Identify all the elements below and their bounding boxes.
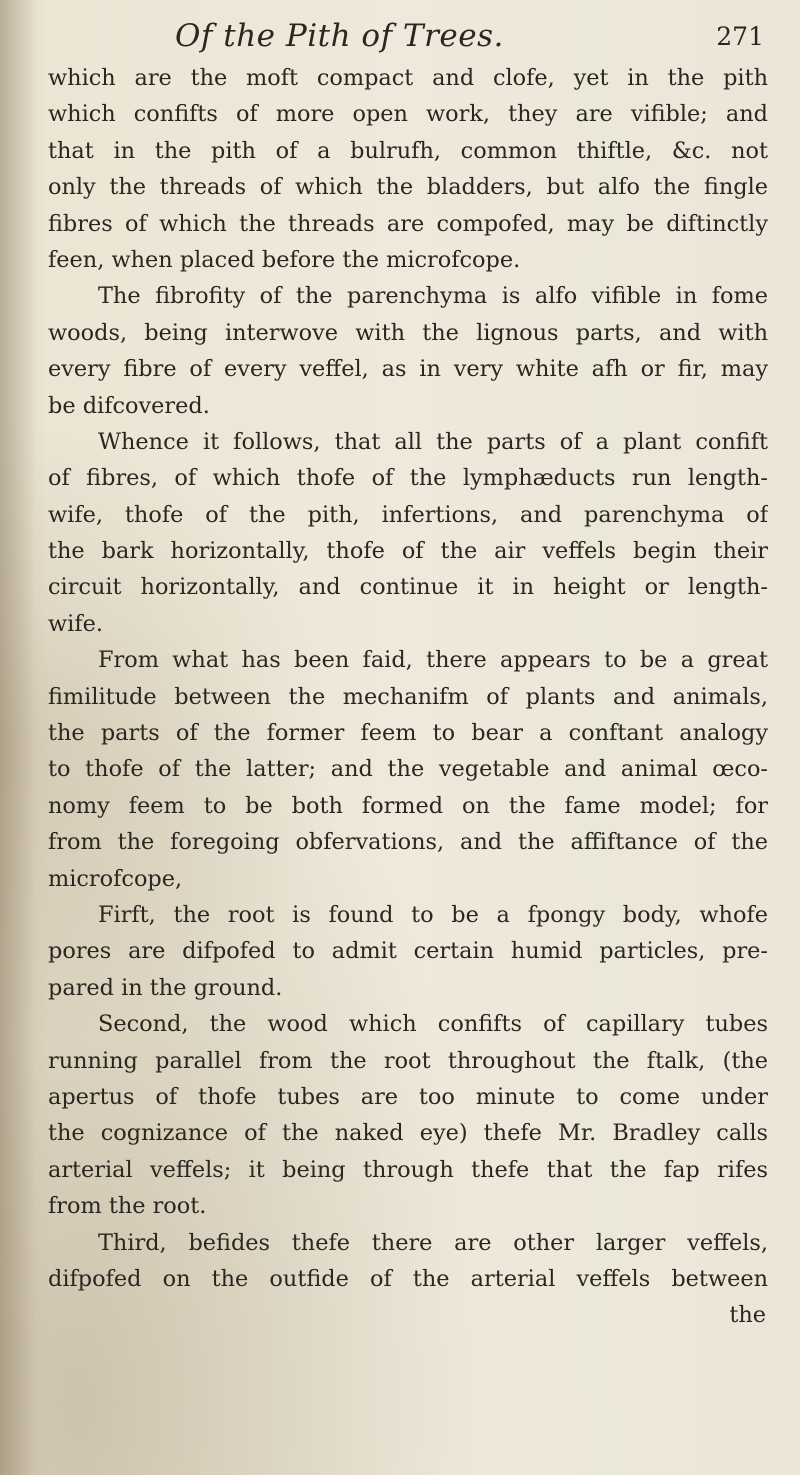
text-line: Third, befides thefe there are other larger veffels, bbox=[98, 1229, 768, 1256]
text-line: pores are difpofed to admit certain humid particles, pre- bbox=[48, 938, 768, 965]
text-line: the cognizance of the naked eye) thefe Mr. Bradley calls bbox=[48, 1120, 768, 1147]
text-line: from the root. bbox=[48, 1193, 207, 1220]
text-line: Whence it follows, that all the parts of a plant confift bbox=[98, 428, 768, 455]
text-line: nomy feem to be both formed on the fame model; for bbox=[48, 792, 768, 819]
text-line: every fibre of every veffel, as in very white afh or fir, may bbox=[48, 356, 768, 383]
text-line: be difcovered. bbox=[48, 392, 210, 419]
text-line: fimilitude between the mechanifm of plants and animals, bbox=[48, 683, 768, 710]
text-line: to thofe of the latter; and the vegetable and animal œco- bbox=[48, 756, 768, 783]
text-line: the bbox=[729, 1302, 766, 1329]
text-line: Second, the wood which confifts of capillary tubes bbox=[98, 1011, 768, 1038]
page-number: 271 bbox=[716, 22, 764, 51]
text-line: Firft, the root is found to be a fpongy body, whofe bbox=[98, 901, 768, 928]
text-line: fibres of which the threads are compofed, may be diftinctly bbox=[48, 210, 768, 237]
text-line: The fibrofity of the parenchyma is alfo vifible in fome bbox=[98, 283, 768, 310]
text-line: which are the moft compact and clofe, yet in the pith bbox=[48, 65, 768, 91]
text-line: difpofed on the outfide of the arterial veffels between bbox=[48, 1265, 768, 1292]
running-title: Of the Pith of Trees. bbox=[175, 18, 504, 54]
text-line: wife. bbox=[48, 610, 103, 637]
text-line: From what has been faid, there appears to be a great bbox=[98, 647, 768, 674]
text-line: the bark horizontally, thofe of the air veffels begin their bbox=[48, 538, 768, 565]
text-line: the parts of the former feem to bear a conftant analogy bbox=[48, 720, 768, 747]
text-line: wife, thofe of the pith, infertions, and parenchyma of bbox=[48, 501, 768, 528]
text-line: apertus of thofe tubes are too minute to come under bbox=[48, 1083, 768, 1110]
page-gutter-shadow bbox=[0, 0, 36, 1475]
body-text bbox=[48, 60, 768, 1334]
text-line: running parallel from the root throughout the ftalk, (the bbox=[48, 1047, 768, 1074]
text-line: that in the pith of a bulrufh, common thiftle, &c. not bbox=[48, 137, 768, 164]
text-line: circuit horizontally, and continue it in height or length- bbox=[48, 574, 768, 601]
page-header bbox=[175, 16, 770, 60]
text-line: pared in the ground. bbox=[48, 974, 283, 1001]
text-line: woods, being interwove with the lignous parts, and with bbox=[48, 319, 768, 346]
text-line: which confifts of more open work, they are vifible; and bbox=[48, 101, 768, 128]
text-line: microfcope, bbox=[48, 865, 183, 892]
text-line: feen, when placed before the microfcope. bbox=[48, 246, 521, 273]
text-line: of fibres, of which thofe of the lymphæducts run length- bbox=[48, 465, 768, 492]
text-line: only the threads of which the bladders, but alfo the fingle bbox=[48, 174, 768, 201]
text-line: arterial veffels; it being through thefe that the fap rifes bbox=[48, 1156, 768, 1183]
text-line: from the foregoing obfervations, and the affiftance of the bbox=[48, 829, 768, 856]
